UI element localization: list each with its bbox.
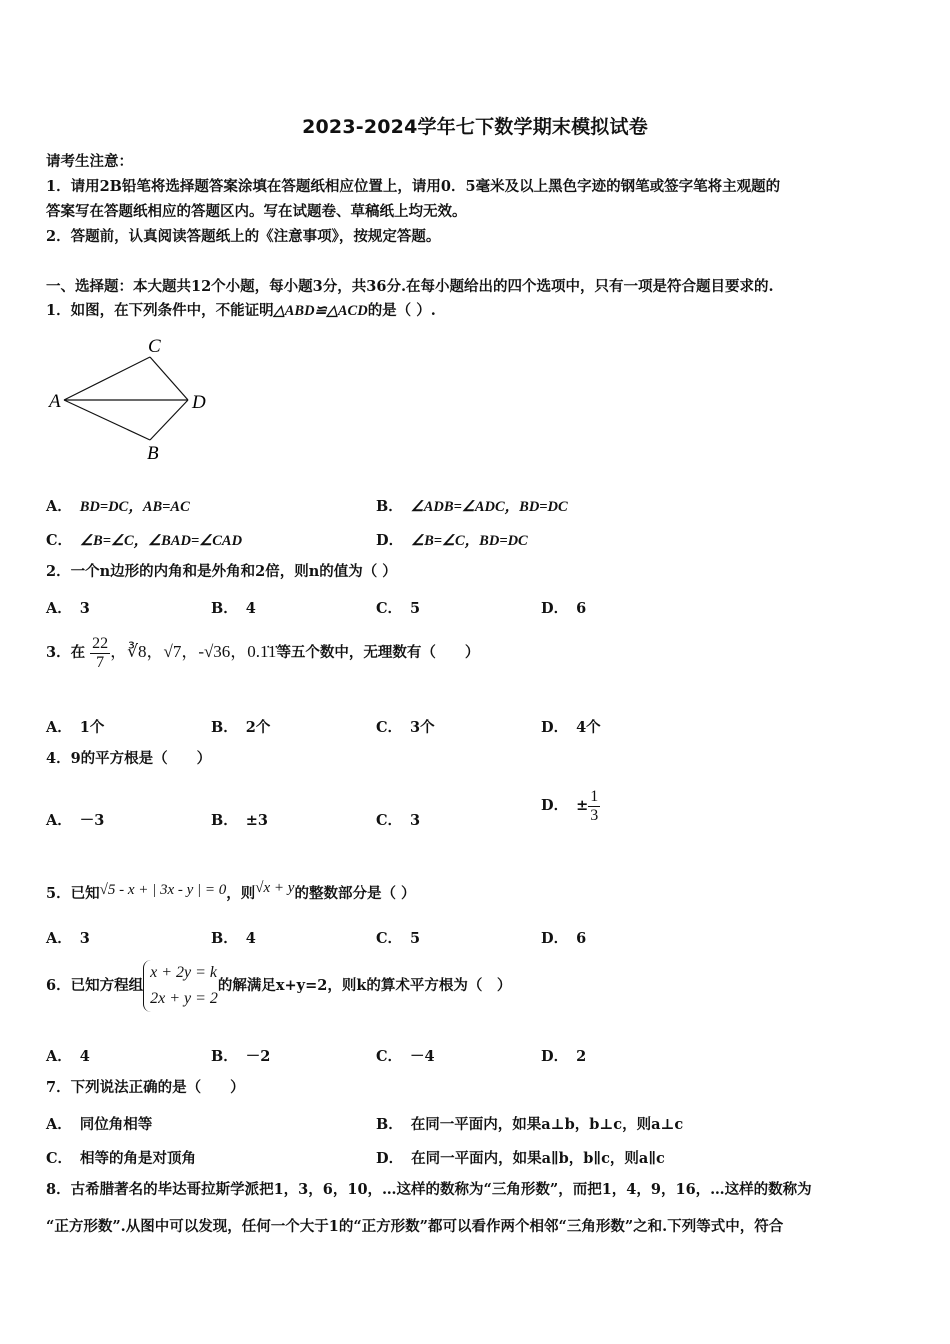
q7-option-d[interactable]: D． 在同一平面内，如果a∥b，b∥c，则a∥c [376,1150,665,1167]
q3-number-list: ，∛8，√7，-√36，0.1̇1̇ [110,642,277,661]
q6-equation-1: x + 2y = k [150,964,217,981]
q4-option-a[interactable]: A． －3 [46,812,105,829]
page-title: 2023-2024学年七下数学期末模拟试卷 [302,116,648,138]
q1-option-a[interactable]: A． BD=DC，AB=AC [46,498,190,515]
q7-option-a[interactable]: A． 同位角相等 [46,1116,153,1133]
q2-option-a[interactable]: A． 3 [46,600,90,617]
notice-line-1-cont: 答案写在答题纸相应的答题区内。写在试题卷、草稿纸上均无效。 [46,203,467,220]
q5-option-c[interactable]: C． 5 [376,930,421,947]
question-5-stem: 5．已知√5 - x + | 3x - y | = 0，则√x + y的整数部分是（ ） [46,880,416,902]
q6-option-c[interactable]: C． －4 [376,1048,435,1065]
q2-option-d[interactable]: D． 6 [541,600,587,617]
q3-option-c[interactable]: C． 3个 [376,719,435,736]
triangle-figure [40,330,220,465]
q6-equation-system [143,960,218,1012]
q3-option-a[interactable]: A． 1个 [46,719,105,736]
figure-label-b: B [147,443,159,464]
q6-option-b[interactable]: B． －2 [211,1048,271,1065]
q6-option-a[interactable]: A． 4 [46,1048,90,1065]
figure-label-a: A [49,391,61,412]
q3-option-b[interactable]: B． 2个 [211,719,271,736]
q5-expression-1: √5 - x + | 3x - y | = 0 [99,882,227,898]
q7-option-c[interactable]: C． 相等的角是对顶角 [46,1150,197,1167]
q4-d-fraction: $\frac{1}{3}$ [590,787,599,824]
figure-label-d: D [192,392,206,413]
question-8-line-2: “正方形数”.从图中可以发现，任何一个大于1的“正方形数”都可以看作两个相邻“三角形数”之和.下列等式中，符合 [46,1218,784,1235]
q6-equation-2: 2x + y = 2 [150,990,218,1007]
question-3-stem: 3．在 $\frac{22}{7}$ ，∛8，√7，-√36，0.1̇1̇等五个数中，无理数有（ ） [46,634,480,671]
q2-option-c[interactable]: C． 5 [376,600,421,617]
q2-option-b[interactable]: B． 4 [211,600,256,617]
q1-stem-a: 1．如图，在下列条件中，不能证明 [46,302,274,319]
notice-line-2: 2．答题前，认真阅读答题纸上的《注意事项》，按规定答题。 [46,228,441,245]
q1-stem-math: △ABD≌△ACD [273,303,368,319]
question-8-line-1: 8．古希腊著名的毕达哥拉斯学派把1，3，6，10，…这样的数称为“三角形数”，而把1，4，9，16，…这样的数称为 [46,1181,812,1198]
q5-expression-2: √x + y [255,880,295,896]
figure-label-c: C [148,336,161,357]
question-6-stem: 6．已知方程组 x + 2y = k 2x + y = 2 的解满足x+y=2，则k的算术平方根为（ ） [46,958,511,1014]
notice-line-1: 1．请用2B铅笔将选择题答案涂填在答题纸相应位置上，请用0．5毫米及以上黑色字迹的钢笔或签字笔将主观题的 [46,178,781,195]
q4-option-b[interactable]: B． ±3 [211,812,269,829]
q4-option-c[interactable]: C． 3 [376,812,421,829]
q6-option-d[interactable]: D． 2 [541,1048,587,1065]
q5-option-b[interactable]: B． 4 [211,930,256,947]
question-7-stem: 7．下列说法正确的是（ ） [46,1079,245,1096]
question-2-stem: 2．一个n边形的内角和是外角和2倍，则n的值为（ ） [46,563,397,580]
section-heading: 一、选择题：本大题共12个小题，每小题3分，共36分.在每小题给出的四个选项中，只有一项是符合题目要求的. [46,278,774,295]
q4-option-d[interactable]: D． ± $\frac{1}{3}$ [541,787,599,824]
q5-option-d[interactable]: D． 6 [541,930,587,947]
q3-fraction: $\frac{22}{7}$ [92,634,109,671]
q1-option-d[interactable]: D． ∠B=∠C，BD=DC [376,532,528,549]
q1-option-b[interactable]: B． ∠ADB=∠ADC，BD=DC [376,498,568,515]
q5-option-a[interactable]: A． 3 [46,930,90,947]
notice-heading: 请考生注意： [46,153,133,170]
q7-option-b[interactable]: B． 在同一平面内，如果a⊥b，b⊥c，则a⊥c [376,1116,684,1133]
q1-stem-b: 的是（ ）. [367,302,436,319]
question-1-stem [46,302,436,320]
question-4-stem: 4．9的平方根是（ ） [46,750,212,767]
q1-option-c[interactable]: C． ∠B=∠C，∠BAD=∠CAD [46,532,243,549]
q3-option-d[interactable]: D． 4个 [541,719,601,736]
